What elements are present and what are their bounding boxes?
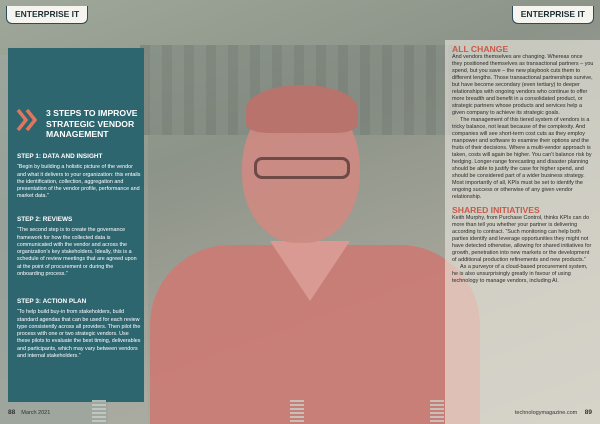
heading-shared-initiatives: SHARED INITIATIVES (452, 205, 540, 215)
step-3 (17, 298, 141, 360)
person-portrait (150, 45, 480, 424)
step-2 (17, 216, 141, 278)
paragraph-1: And vendors themselves are changing. Whereas once they positioned themselves as transactional partners – you spend, but you save – the new playbook cuts them to different lengths. Those transactional partnerships survive, but have become secondary (even tertiary) to deeper relationships with ongoing vendors who continue to offer more breadth and benefit in a consolidated product, or strategic partners whose products and services help a given company to achieve its strategic goals. (452, 54, 594, 116)
step-2-body: “The second step is to create the governance framework for how the collected data is communicated with the vendor and across the organization’s key stakeholders. Ideally, this is a schedule of review meetings that are agreed upon at the point of procurement or during the onboarding process.” (17, 227, 137, 278)
decorative-lines (92, 400, 106, 422)
paragraph-4: As a purveyor of a cloud-based procurement system, he is also unsurprisingly greatly in favour of using technology to manage vendors, including AI. (452, 264, 588, 284)
double-chevron-icon (16, 108, 38, 132)
site-url: technologymagazine.com (514, 410, 578, 416)
paragraph-3: Keith Murphy, from Purchase Control, thinks KPIs can do more than tell you whether your partner is delivering according to contract. “Such monitoring can help both parties identify and leverage opportunities they might not have detected otherwise, allowing for shared initiatives for growth, penetration into new markets or the development of additional production refinements and new products.” (452, 215, 592, 263)
section-tab-right: ENTERPRISE IT (512, 6, 594, 24)
step-1 (17, 153, 141, 201)
step-2-heading: STEP 2: REVIEWS (17, 216, 73, 223)
step-3-heading: STEP 3: ACTION PLAN (17, 298, 87, 305)
page-number-left: 88 (8, 409, 16, 416)
step-1-body: “Begin by building a holistic picture of the vendor and what it delivers to your organization: this entails the identification, collection, aggregation and presentation of the vendor profile, performance and market data.” (17, 164, 141, 200)
article-column (452, 44, 594, 285)
step-1-heading: STEP 1: DATA AND INSIGHT (17, 153, 103, 160)
page-number-right: 89 (584, 409, 592, 416)
glasses-icon (254, 157, 350, 179)
paragraph-2: The management of this tiered system of vendors is a tricky balance, not least because of the complexity. And companies will see short-term cost cuts as they employ manpower and software to examine their options and the fruits of their decisions. Where a multi-vendor approach is taken, costs will again be higher. You can’t balance risk by hedging. Longer-range forecasting and disaster planning should be able to justify the case for higher spend, and should be considered part of a wider business strategy. Most importantly of all, KPIs must be set to identify the ongoing success or otherwise of any given vendor relationship. (452, 117, 592, 200)
steps-sidebar (8, 48, 144, 402)
step-3-body: “To help build buy-in from stakeholders, build standard agendas that can be used for each review type consistently across all providers. Then pilot the process with one or two strategic vendors. Use these pilots to evaluate the best timing, deliverables and participants, which may vary between vendors and internal stakeholders.” (17, 309, 141, 360)
issue-date: March 2021 (21, 410, 51, 416)
sidebar-title: 3 STEPS TO IMPROVE STRATEGIC VENDOR MANAGEMENT (46, 108, 138, 139)
footer-right (515, 409, 592, 416)
section-tab-left: ENTERPRISE IT (6, 6, 88, 24)
footer-left (8, 409, 50, 416)
decorative-lines (290, 400, 304, 422)
decorative-lines (430, 400, 444, 422)
heading-all-change: ALL CHANGE (452, 44, 509, 54)
